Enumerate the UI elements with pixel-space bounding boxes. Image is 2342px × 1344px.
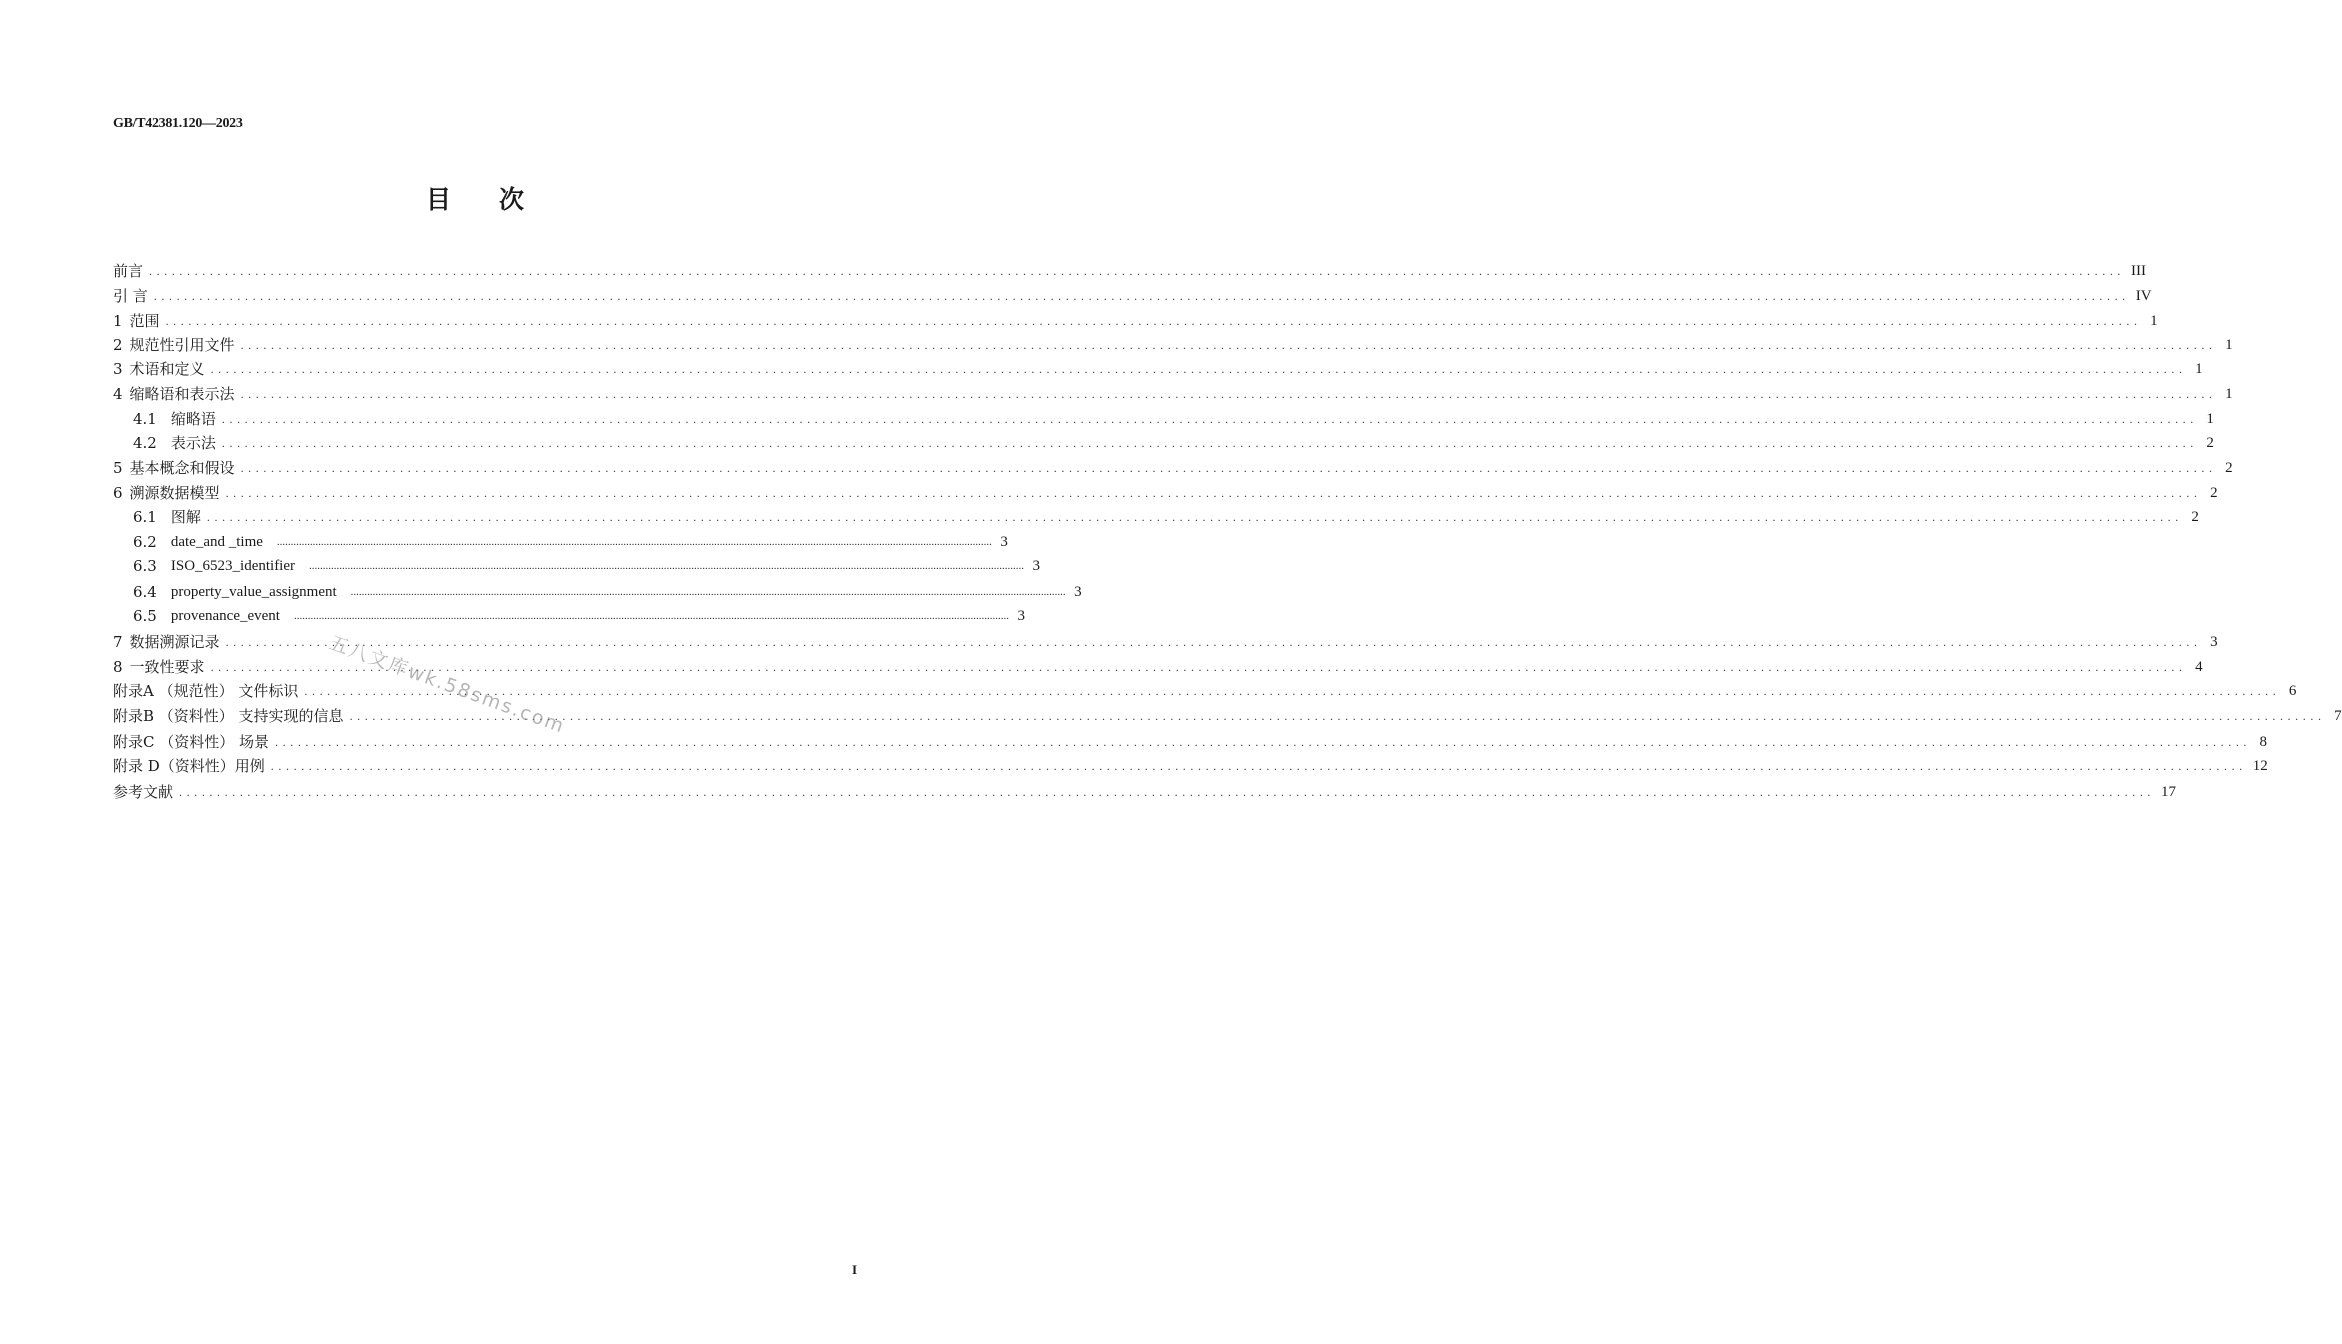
toc-entry-page: 3	[1017, 608, 1025, 624]
toc-entry-label: 规范性引用文件	[129, 336, 235, 354]
toc-entry-label: 图解	[170, 508, 201, 526]
toc-entry-page: 2	[2191, 509, 2199, 525]
toc-entry-label: 缩略语	[170, 410, 216, 428]
toc-entry-label: 附录C （资料性） 场景	[113, 733, 270, 751]
toc-entry[interactable]	[113, 310, 2158, 332]
toc-leader-dots: ....................................................................................................................................................................................................................................................................	[221, 412, 2198, 426]
toc-entry-label: 基本概念和假设	[129, 459, 235, 477]
toc-title	[0, 180, 950, 216]
toc-entry-page: 2	[2206, 435, 2214, 451]
toc-entry-page: 2	[2210, 485, 2218, 501]
toc-entry-page: 1	[2225, 386, 2233, 402]
toc-entry-number: 4	[113, 385, 123, 403]
toc-entry-label: provenance_event	[170, 608, 280, 624]
toc-entry-page: 12	[2252, 758, 2268, 774]
toc-entry-number: 4.1	[133, 410, 157, 428]
toc-leader-dots: ....................................................................................................................................................................................................................................................................	[309, 560, 1025, 572]
toc-entry-label: 附录 D（资料性）用例	[113, 757, 265, 775]
toc-entry-label: ISO_6523_identifier	[170, 558, 296, 574]
toc-leader-dots: ....................................................................................................................................................................................................................................................................	[165, 314, 2142, 328]
toc-leader-dots: ....................................................................................................................................................................................................................................................................	[221, 436, 2198, 450]
toc-leader-dots: ....................................................................................................................................................................................................................................................................	[225, 486, 2202, 500]
toc-entry-number: 8	[113, 658, 123, 676]
toc-entry-page: IV	[2135, 288, 2152, 304]
toc-entry-label: 附录B （资料性） 支持实现的信息	[113, 707, 344, 725]
toc-entry-page: 3	[1000, 534, 1008, 550]
toc-title-part1: 目	[425, 185, 451, 214]
toc-entry-label: 一致性要求	[129, 658, 205, 676]
toc-entry[interactable]	[113, 605, 1025, 627]
toc-entry-number: 6.3	[133, 557, 157, 575]
toc-entry-number: 6	[113, 484, 123, 502]
toc-leader-dots: ....................................................................................................................................................................................................................................................................	[240, 338, 2217, 352]
toc-entry[interactable]	[113, 506, 2199, 528]
toc-entry-page: 17	[2161, 784, 2177, 800]
toc-entry-page: 1	[2206, 411, 2214, 427]
toc-entry-number: 1	[113, 312, 123, 330]
toc-leader-dots: ....................................................................................................................................................................................................................................................................	[179, 785, 2156, 799]
toc-entry[interactable]	[113, 358, 2203, 380]
toc-leader-dots: ....................................................................................................................................................................................................................................................................	[349, 709, 2326, 723]
toc-entry[interactable]	[113, 731, 2268, 753]
toc-entry-page: 8	[2259, 734, 2268, 750]
toc-entry[interactable]	[113, 555, 1041, 577]
toc-leader-dots: ....................................................................................................................................................................................................................................................................	[240, 387, 2217, 401]
toc-leader-dots: ....................................................................................................................................................................................................................................................................	[210, 660, 2187, 674]
toc-entry-number: 2	[113, 336, 123, 354]
toc-entry-label: 参考文献	[113, 783, 174, 801]
toc-leader-dots: ....................................................................................................................................................................................................................................................................	[210, 362, 2187, 376]
toc-entry-label: 范围	[129, 312, 160, 330]
toc-leader-dots: ....................................................................................................................................................................................................................................................................	[293, 610, 1009, 622]
toc-entry-number: 7	[113, 633, 123, 651]
toc-entry-number: 4.2	[133, 434, 157, 452]
page-number: I	[852, 1262, 858, 1277]
toc-entry[interactable]	[113, 631, 2218, 653]
toc-leader-dots: ....................................................................................................................................................................................................................................................................	[153, 289, 2130, 303]
toc-entry[interactable]	[113, 334, 2233, 356]
toc-entry-label: 术语和定义	[129, 360, 205, 378]
toc-leader-dots: ....................................................................................................................................................................................................................................................................	[225, 635, 2202, 649]
toc-leader-dots: ....................................................................................................................................................................................................................................................................	[304, 684, 2281, 698]
toc-entry[interactable]	[113, 482, 2218, 504]
toc-entry[interactable]	[113, 755, 2268, 777]
toc-entry-page: 7	[2334, 708, 2342, 724]
toc-entry-page: 6	[2288, 683, 2297, 699]
toc-entry-label: property_value_assignment	[170, 584, 337, 600]
toc-entry[interactable]	[113, 781, 2177, 803]
toc-entry[interactable]	[113, 457, 2233, 479]
toc-leader-dots: ....................................................................................................................................................................................................................................................................	[149, 264, 2126, 278]
toc-entry[interactable]	[113, 285, 2152, 307]
toc-entry[interactable]	[113, 656, 2203, 678]
toc-entry-page: 1	[2225, 337, 2233, 353]
toc-entry-number: 6.1	[133, 508, 157, 526]
watermark: 五八文库wk.58sms.com	[326, 631, 569, 738]
toc-leader-dots: ....................................................................................................................................................................................................................................................................	[270, 759, 2247, 773]
toc-entry-label: 缩略语和表示法	[129, 385, 235, 403]
toc-entry-page: 2	[2225, 460, 2233, 476]
toc-entry-page: 3	[1074, 584, 1082, 600]
toc-entry-page: 1	[2150, 313, 2158, 329]
toc-leader-dots: ....................................................................................................................................................................................................................................................................	[206, 510, 2183, 524]
toc-entry-label: date_and _time	[170, 534, 263, 550]
toc-entry-label: 引 言	[113, 287, 148, 305]
toc-entry[interactable]	[113, 432, 2214, 454]
toc-entry[interactable]	[113, 581, 1082, 603]
toc-entry-label: 表示法	[170, 434, 216, 452]
toc-entry[interactable]	[113, 531, 1008, 553]
toc-entry[interactable]	[113, 383, 2233, 405]
toc-entry-page: 1	[2195, 361, 2203, 377]
toc-leader-dots: ....................................................................................................................................................................................................................................................................	[350, 586, 1066, 598]
toc-leader-dots: ....................................................................................................................................................................................................................................................................	[240, 461, 2217, 475]
toc-entry-page: 3	[2210, 634, 2218, 650]
toc-entry[interactable]	[113, 408, 2214, 430]
toc-entry-label: 溯源数据模型	[129, 484, 220, 502]
standard-number: GB/T42381.120—2023	[113, 116, 243, 131]
toc-entry-label: 附录A （规范性） 文件标识	[113, 682, 299, 700]
toc-entry-label: 前言	[113, 262, 144, 280]
toc-entry-page: 4	[2195, 659, 2203, 675]
toc-entry-number: 3	[113, 360, 123, 378]
toc-entry-number: 5	[113, 459, 123, 477]
toc-entry-label: 数据溯源记录	[129, 633, 220, 651]
toc-entry-page: III	[2131, 263, 2147, 279]
toc-entry-page: 3	[1032, 558, 1041, 574]
toc-entry-number: 6.5	[133, 607, 157, 625]
toc-title-part2: 次	[499, 185, 525, 214]
toc-entry-number: 6.2	[133, 533, 157, 551]
toc-entry[interactable]	[113, 260, 2147, 282]
toc-entry-number: 6.4	[133, 583, 157, 601]
toc-leader-dots: ....................................................................................................................................................................................................................................................................	[275, 735, 2252, 749]
toc-leader-dots: ....................................................................................................................................................................................................................................................................	[276, 536, 992, 548]
